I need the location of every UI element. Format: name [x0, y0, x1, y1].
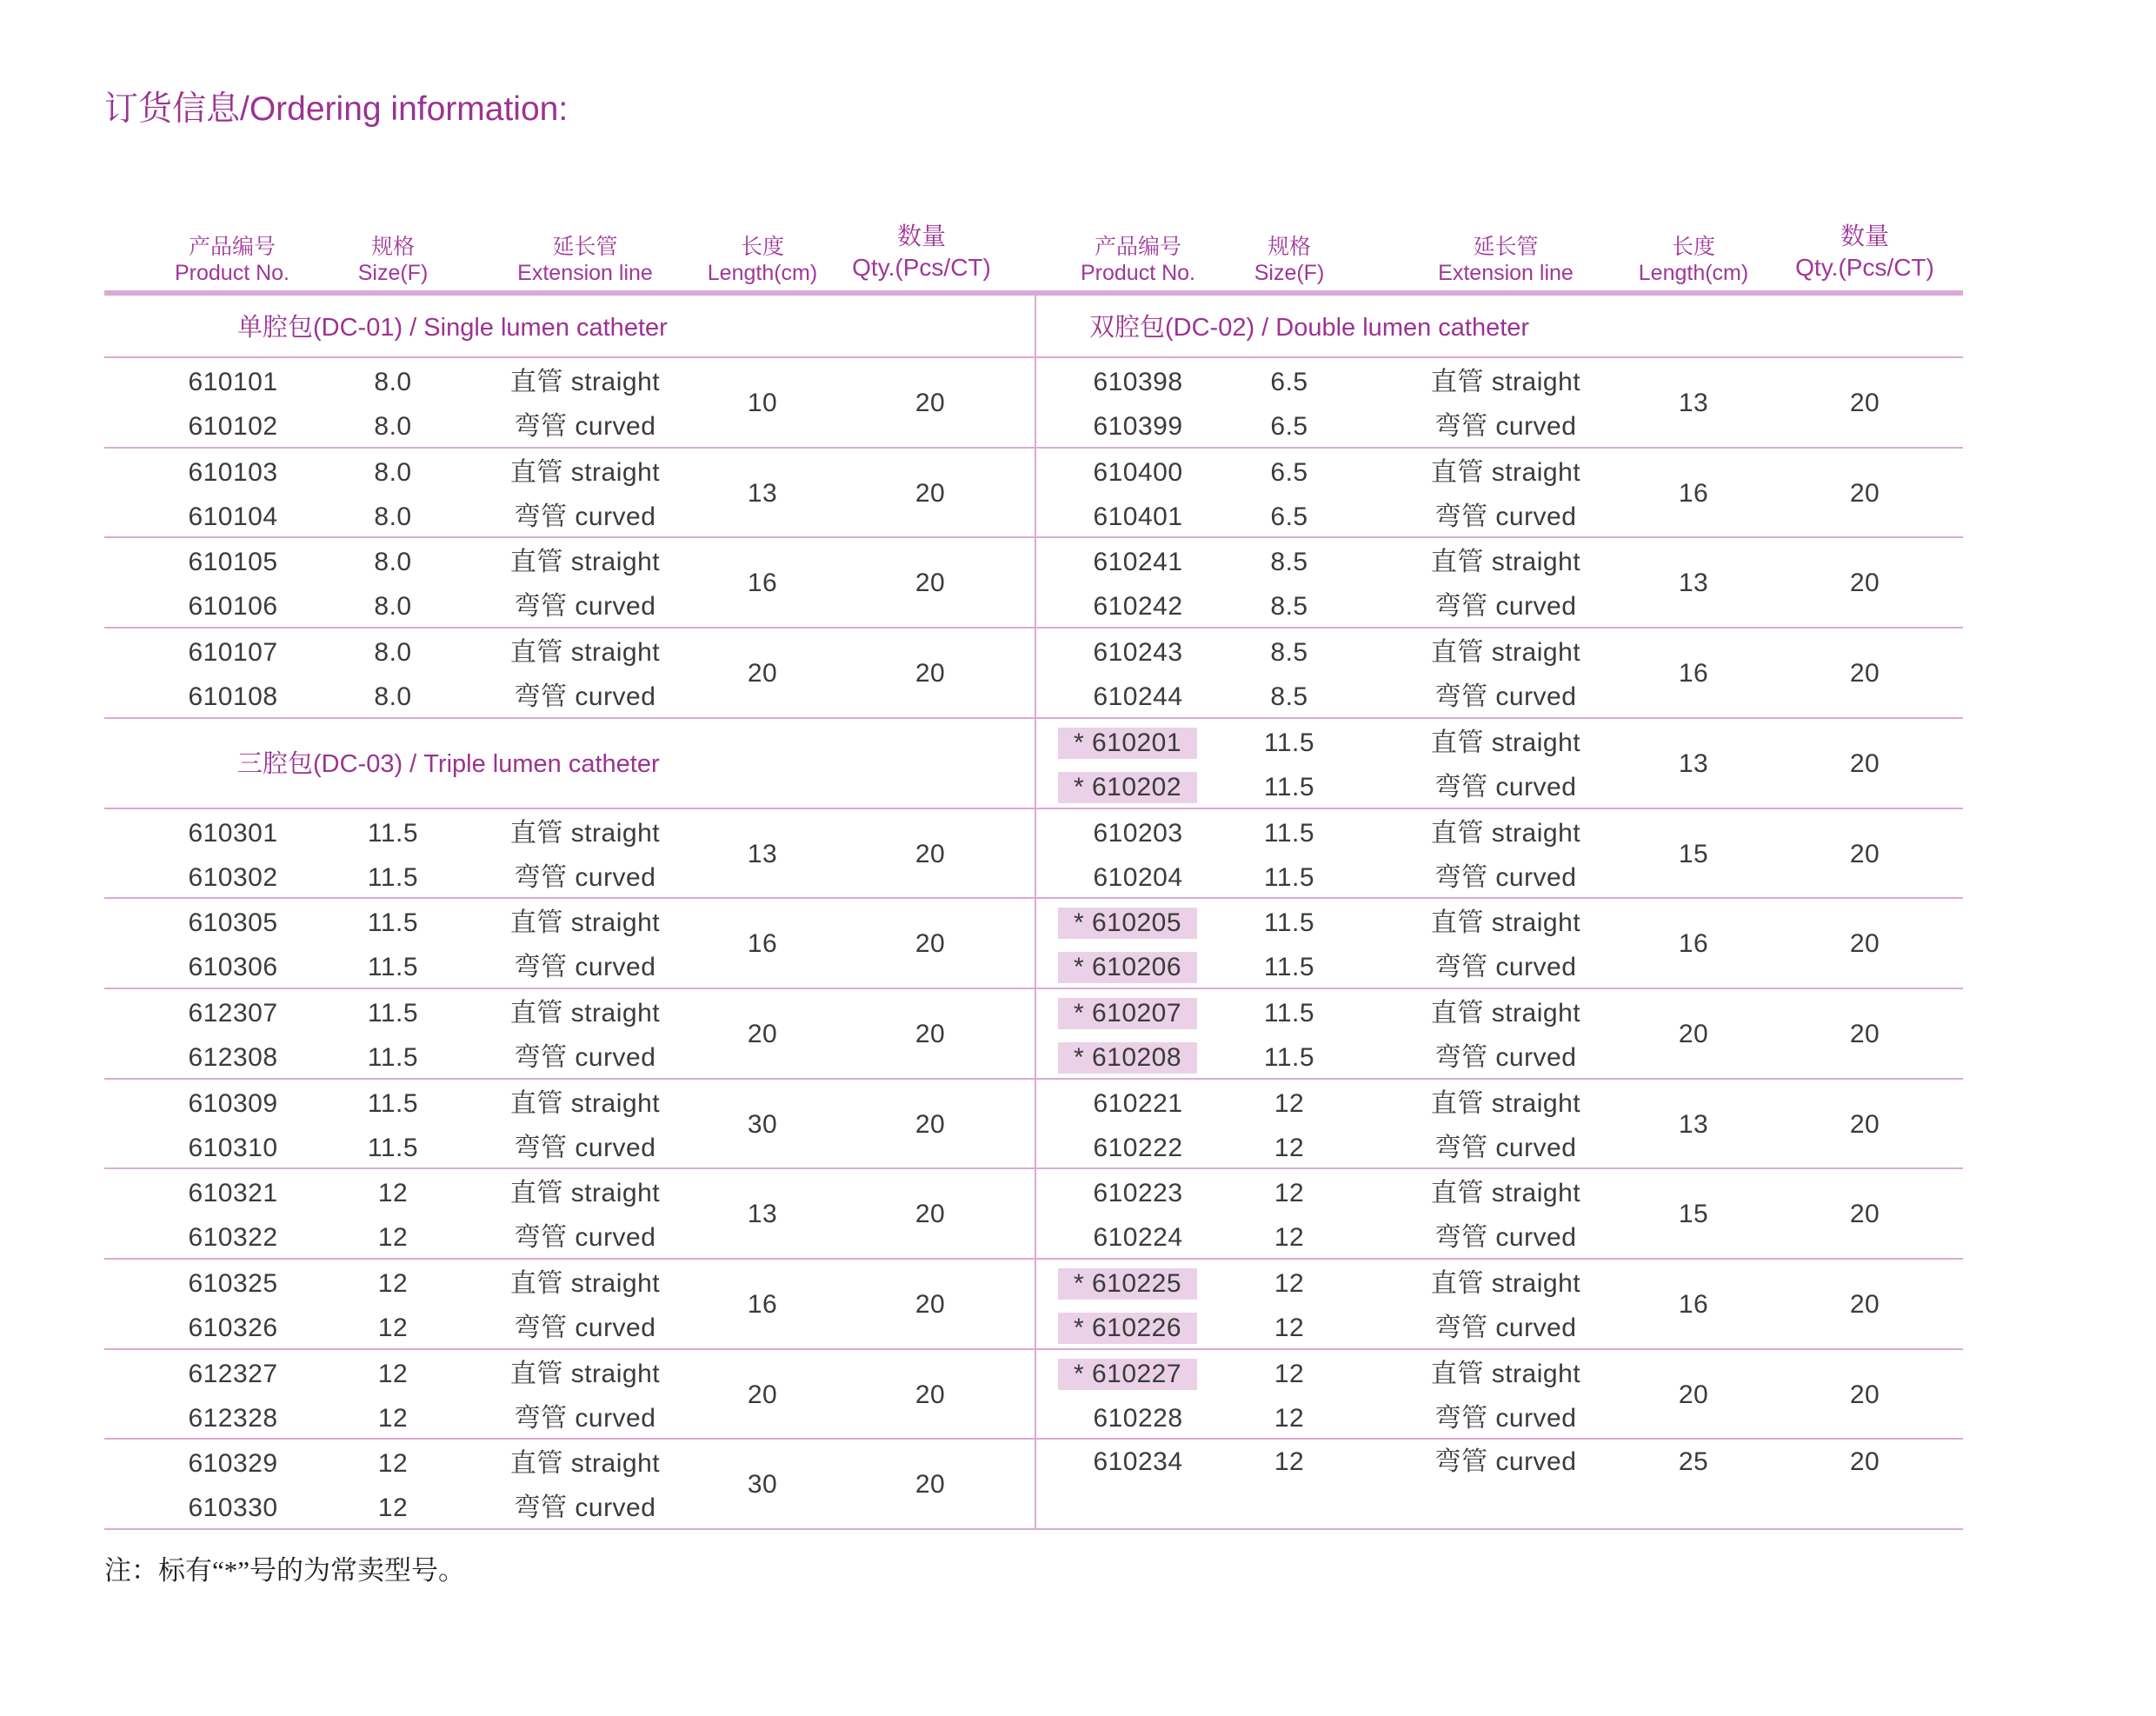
product-number: 610330	[188, 1493, 278, 1523]
length-value: 13	[1678, 748, 1709, 778]
quantity-value: 20	[1849, 569, 1880, 598]
page-title: 订货信息/Ordering information:	[104, 90, 569, 128]
product-number: 610108	[188, 682, 278, 712]
product-group	[104, 898, 1035, 988]
size-value: 8.5	[1270, 682, 1308, 712]
size-value: 12	[377, 1493, 409, 1523]
product-group	[1035, 1168, 1963, 1259]
length-value: 20	[747, 1380, 778, 1409]
header-rule	[104, 290, 1963, 296]
product-number: 610223	[1093, 1179, 1183, 1208]
extension-line-type: 直管 straight	[1430, 818, 1581, 848]
column-header-en: Product No.	[174, 261, 289, 285]
product-group	[104, 357, 1035, 448]
size-value: 8.0	[374, 502, 412, 531]
product-group	[104, 808, 1035, 899]
product-number: 610105	[188, 548, 278, 577]
quantity-value: 20	[915, 839, 946, 868]
column-header-zh: 规格	[370, 235, 415, 259]
quantity-value: 20	[915, 569, 946, 598]
size-value: 11.5	[367, 862, 419, 892]
extension-line-type: 弯管 curved	[1434, 1042, 1577, 1072]
product-number: 610204	[1093, 862, 1183, 892]
extension-line-type: 直管 straight	[1430, 1179, 1581, 1208]
extension-line-type: 弯管 curved	[514, 1493, 656, 1523]
column-header-en: Extension line	[517, 261, 653, 285]
column-header-en: Size(F)	[357, 261, 429, 285]
column-header-zh: 延长管	[1473, 235, 1539, 259]
size-value: 12	[1274, 1359, 1305, 1388]
popular-product-number: * 610226	[1058, 1313, 1197, 1344]
size-value: 12	[1274, 1133, 1305, 1162]
extension-line-type: 弯管 curved	[514, 1403, 656, 1433]
size-value: 11.5	[1263, 728, 1315, 757]
product-number: 610243	[1093, 638, 1183, 668]
product-number: 610322	[188, 1223, 278, 1253]
quantity-value: 20	[915, 1470, 946, 1500]
extension-line-type: 直管 straight	[509, 1359, 661, 1388]
column-header-en: Product No.	[1080, 261, 1195, 285]
product-group	[104, 537, 1035, 628]
size-value: 11.5	[367, 908, 419, 938]
size-value: 11.5	[367, 818, 419, 848]
quantity-value: 20	[1849, 1109, 1880, 1139]
extension-line-type: 弯管 curved	[1434, 592, 1577, 622]
extension-line-type: 直管 straight	[509, 1179, 661, 1208]
length-value: 25	[1678, 1447, 1709, 1477]
size-value: 11.5	[367, 998, 419, 1028]
quantity-value: 20	[1849, 389, 1880, 417]
size-value: 11.5	[1263, 818, 1315, 848]
product-group	[1035, 988, 1963, 1079]
column-header-extension-line	[1401, 234, 1610, 288]
section-title: 单腔包(DC-01) / Single lumen catheter	[237, 314, 668, 342]
extension-line-type: 直管 straight	[1430, 1269, 1581, 1298]
size-value: 12	[1274, 1179, 1305, 1208]
size-value: 8.0	[374, 412, 412, 441]
column-header-size	[1185, 234, 1394, 288]
extension-line-type: 直管 straight	[509, 1088, 661, 1118]
length-value: 20	[1678, 1380, 1709, 1409]
quantity-value: 20	[1849, 929, 1880, 959]
length-value: 10	[747, 389, 778, 417]
product-group	[1035, 1349, 1963, 1440]
product-group	[104, 1349, 1035, 1440]
size-value: 12	[1274, 1314, 1305, 1342]
column-header-en: Extension line	[1438, 261, 1574, 285]
quantity-value: 20	[1849, 1290, 1880, 1319]
length-value: 13	[1678, 569, 1709, 598]
product-number: 610102	[188, 412, 278, 441]
product-group	[104, 1439, 1035, 1529]
popular-product-number: * 610225	[1058, 1268, 1197, 1300]
popular-product-number: * 610227	[1058, 1359, 1197, 1390]
size-value: 6.5	[1270, 502, 1308, 531]
column-header-zh: 产品编号	[188, 235, 276, 259]
size-value: 8.0	[374, 368, 412, 396]
size-value: 8.5	[1270, 638, 1308, 668]
extension-line-type: 弯管 curved	[1434, 772, 1577, 801]
size-value: 8.5	[1270, 548, 1308, 577]
size-value: 12	[377, 1359, 409, 1388]
popular-product-number: * 610206	[1058, 952, 1197, 983]
size-value: 8.0	[374, 592, 412, 622]
product-group	[104, 628, 1035, 718]
quantity-value: 20	[915, 929, 946, 959]
product-number: 610244	[1093, 682, 1183, 712]
extension-line-type: 弯管 curved	[514, 1223, 656, 1253]
product-number: 612307	[188, 998, 278, 1028]
length-value: 15	[1678, 1200, 1709, 1229]
length-value: 16	[747, 929, 778, 959]
length-value: 16	[747, 1290, 778, 1319]
length-value: 20	[1678, 1019, 1709, 1048]
column-header-zh: 产品编号	[1094, 235, 1181, 259]
size-value: 12	[377, 1269, 409, 1298]
column-header-qty	[817, 223, 1026, 283]
length-value: 13	[747, 478, 778, 508]
quantity-value: 20	[1849, 1447, 1880, 1477]
section-title: 双腔包(DC-02) / Double lumen catheter	[1089, 314, 1530, 342]
size-value: 12	[377, 1179, 409, 1208]
extension-line-type: 直管 straight	[1430, 548, 1581, 577]
extension-line-type: 直管 straight	[509, 1269, 661, 1298]
length-value: 30	[747, 1470, 778, 1500]
product-group	[1035, 357, 1963, 448]
extension-line-type: 弯管 curved	[514, 953, 656, 982]
product-group	[1035, 808, 1963, 899]
product-number: 612327	[188, 1359, 278, 1388]
extension-line-type: 弯管 curved	[514, 862, 656, 892]
length-value: 20	[747, 1019, 778, 1048]
product-number: 610306	[188, 953, 278, 982]
quantity-value: 20	[1849, 748, 1880, 778]
quantity-value: 20	[1849, 659, 1880, 688]
product-number: 610321	[188, 1179, 278, 1208]
length-value: 30	[747, 1109, 778, 1139]
size-value: 6.5	[1270, 412, 1308, 441]
product-group	[1035, 718, 1963, 808]
product-number: 610104	[188, 502, 278, 531]
column-header-zh: 长度	[740, 235, 784, 259]
extension-line-type: 弯管 curved	[1434, 682, 1577, 712]
size-value: 6.5	[1270, 368, 1308, 396]
size-value: 11.5	[1263, 862, 1315, 892]
product-group	[1035, 448, 1963, 538]
quantity-value: 20	[915, 659, 946, 688]
size-value: 8.0	[374, 682, 412, 712]
extension-line-type: 弯管 curved	[514, 682, 656, 712]
footnote: 注：标有“*”号的为常卖型号。	[104, 1555, 466, 1586]
product-number: 610399	[1093, 412, 1183, 441]
product-number: 610106	[188, 592, 278, 622]
quantity-value: 20	[1849, 839, 1880, 868]
column-header-zh: 数量	[896, 223, 946, 249]
product-group	[104, 1079, 1035, 1169]
extension-line-type: 弯管 curved	[514, 502, 656, 531]
column-header-qty	[1760, 223, 1969, 283]
length-value: 13	[1678, 389, 1709, 417]
column-header-zh: 规格	[1267, 235, 1311, 259]
extension-line-type: 直管 straight	[509, 457, 661, 487]
product-number: 610234	[1093, 1447, 1183, 1477]
extension-line-type: 直管 straight	[509, 368, 661, 396]
size-value: 11.5	[367, 1088, 419, 1118]
product-number: 610309	[188, 1088, 278, 1118]
product-number: 610221	[1093, 1088, 1183, 1118]
product-group	[1035, 537, 1963, 628]
extension-line-type: 直管 straight	[1430, 638, 1581, 668]
product-group	[104, 1168, 1035, 1259]
size-value: 12	[1274, 1223, 1305, 1253]
column-header-size	[289, 234, 497, 288]
product-number: 610107	[188, 638, 278, 668]
product-group	[104, 988, 1035, 1079]
product-number: 610103	[188, 457, 278, 487]
column-header-en: Length(cm)	[1638, 261, 1749, 285]
product-number: 610310	[188, 1133, 278, 1162]
quantity-value: 20	[915, 1200, 946, 1229]
size-value: 11.5	[1263, 772, 1315, 801]
length-value: 16	[1678, 929, 1709, 959]
column-header-zh: 数量	[1840, 223, 1889, 249]
size-value: 11.5	[367, 1133, 419, 1162]
length-value: 20	[747, 659, 778, 688]
extension-line-type: 弯管 curved	[1434, 412, 1577, 441]
popular-product-number: * 610205	[1058, 908, 1197, 939]
length-value: 16	[1678, 1290, 1709, 1319]
extension-line-type: 弯管 curved	[514, 592, 656, 622]
product-number: 610329	[188, 1449, 278, 1479]
product-group	[1035, 898, 1963, 988]
popular-product-number: * 610202	[1058, 772, 1197, 803]
extension-line-type: 弯管 curved	[1434, 1447, 1577, 1477]
product-number: 610241	[1093, 548, 1183, 577]
product-group	[1035, 1259, 1963, 1349]
size-value: 12	[377, 1403, 409, 1433]
size-value: 12	[1274, 1269, 1305, 1298]
quantity-value: 20	[1849, 1380, 1880, 1409]
product-number: 610305	[188, 908, 278, 938]
popular-product-number: * 610207	[1058, 998, 1197, 1029]
extension-line-type: 弯管 curved	[1434, 1403, 1577, 1433]
product-number: 610325	[188, 1269, 278, 1298]
product-number: 610301	[188, 818, 278, 848]
size-value: 6.5	[1270, 457, 1308, 487]
product-number: 610401	[1093, 502, 1183, 531]
length-value: 15	[1678, 839, 1709, 868]
extension-line-type: 弯管 curved	[1434, 502, 1577, 531]
size-value: 11.5	[1263, 908, 1315, 938]
length-value: 16	[1678, 478, 1709, 508]
product-number: 610398	[1093, 368, 1183, 396]
extension-line-type: 直管 straight	[1430, 998, 1581, 1028]
product-number: 610101	[188, 368, 278, 396]
size-value: 12	[377, 1449, 409, 1479]
product-number: 610222	[1093, 1133, 1183, 1162]
column-header-en: Qty.(Pcs/CT)	[852, 254, 991, 281]
product-number: 610203	[1093, 818, 1183, 848]
length-value: 13	[1678, 1109, 1709, 1139]
extension-line-type: 弯管 curved	[514, 1133, 656, 1162]
extension-line-type: 弯管 curved	[514, 1042, 656, 1072]
extension-line-type: 弯管 curved	[1434, 862, 1577, 892]
extension-line-type: 弯管 curved	[1434, 1314, 1577, 1342]
product-group	[104, 448, 1035, 538]
size-value: 8.0	[374, 548, 412, 577]
quantity-value: 20	[915, 478, 946, 508]
quantity-value: 20	[1849, 478, 1880, 508]
product-number: 612328	[188, 1403, 278, 1433]
size-value: 12	[1274, 1447, 1305, 1477]
extension-line-type: 直管 straight	[509, 548, 661, 577]
extension-line-type: 直管 straight	[1430, 1359, 1581, 1388]
size-value: 12	[377, 1314, 409, 1342]
size-value: 11.5	[367, 953, 419, 982]
extension-line-type: 直管 straight	[1430, 457, 1581, 487]
product-group	[1035, 1079, 1963, 1169]
extension-line-type: 直管 straight	[509, 638, 661, 668]
product-number: 610228	[1093, 1403, 1183, 1433]
extension-line-type: 直管 straight	[1430, 368, 1581, 396]
length-value: 13	[747, 839, 778, 868]
column-header-en: Size(F)	[1254, 261, 1325, 285]
size-value: 12	[377, 1223, 409, 1253]
length-value: 16	[747, 569, 778, 598]
extension-line-type: 直管 straight	[1430, 908, 1581, 938]
extension-line-type: 直管 straight	[509, 998, 661, 1028]
extension-line-type: 弯管 curved	[514, 1314, 656, 1342]
product-number: 610302	[188, 862, 278, 892]
extension-line-type: 直管 straight	[509, 818, 661, 848]
quantity-value: 20	[915, 1109, 946, 1139]
extension-line-type: 直管 straight	[1430, 728, 1581, 757]
popular-product-number: * 610201	[1058, 728, 1197, 759]
column-header-zh: 延长管	[552, 235, 618, 259]
extension-line-type: 直管 straight	[1430, 1088, 1581, 1118]
extension-line-type: 弯管 curved	[1434, 953, 1577, 982]
size-value: 12	[1274, 1088, 1305, 1118]
size-value: 8.0	[374, 638, 412, 668]
quantity-value: 20	[1849, 1200, 1880, 1229]
extension-line-type: 弯管 curved	[1434, 1223, 1577, 1253]
product-group	[1035, 1439, 1963, 1529]
extension-line-type: 直管 straight	[509, 908, 661, 938]
column-header-en: Length(cm)	[707, 261, 818, 285]
size-value: 11.5	[367, 1042, 419, 1072]
size-value: 11.5	[1263, 953, 1315, 982]
extension-line-type: 弯管 curved	[514, 412, 656, 441]
extension-line-type: 直管 straight	[509, 1449, 661, 1479]
size-value: 11.5	[1263, 1042, 1315, 1072]
quantity-value: 20	[915, 1019, 946, 1048]
size-value: 11.5	[1263, 998, 1315, 1028]
size-value: 8.5	[1270, 592, 1308, 622]
product-group	[104, 1259, 1035, 1349]
product-number: 610326	[188, 1314, 278, 1342]
size-value: 8.0	[374, 457, 412, 487]
section-title: 三腔包(DC-03) / Triple lumen catheter	[237, 749, 660, 778]
column-header-en: Qty.(Pcs/CT)	[1795, 254, 1934, 281]
extension-line-type: 弯管 curved	[1434, 1133, 1577, 1162]
popular-product-number: * 610208	[1058, 1042, 1197, 1074]
product-group	[1035, 628, 1963, 718]
quantity-value: 20	[915, 1380, 946, 1409]
product-number: 612308	[188, 1042, 278, 1072]
product-number: 610400	[1093, 457, 1183, 487]
quantity-value: 20	[1849, 1019, 1880, 1048]
quantity-value: 20	[915, 389, 946, 417]
length-value: 13	[747, 1200, 778, 1229]
product-number: 610224	[1093, 1223, 1183, 1253]
quantity-value: 20	[915, 1290, 946, 1319]
length-value: 16	[1678, 659, 1709, 688]
product-number: 610242	[1093, 592, 1183, 622]
size-value: 12	[1274, 1403, 1305, 1433]
column-header-zh: 长度	[1671, 235, 1715, 259]
